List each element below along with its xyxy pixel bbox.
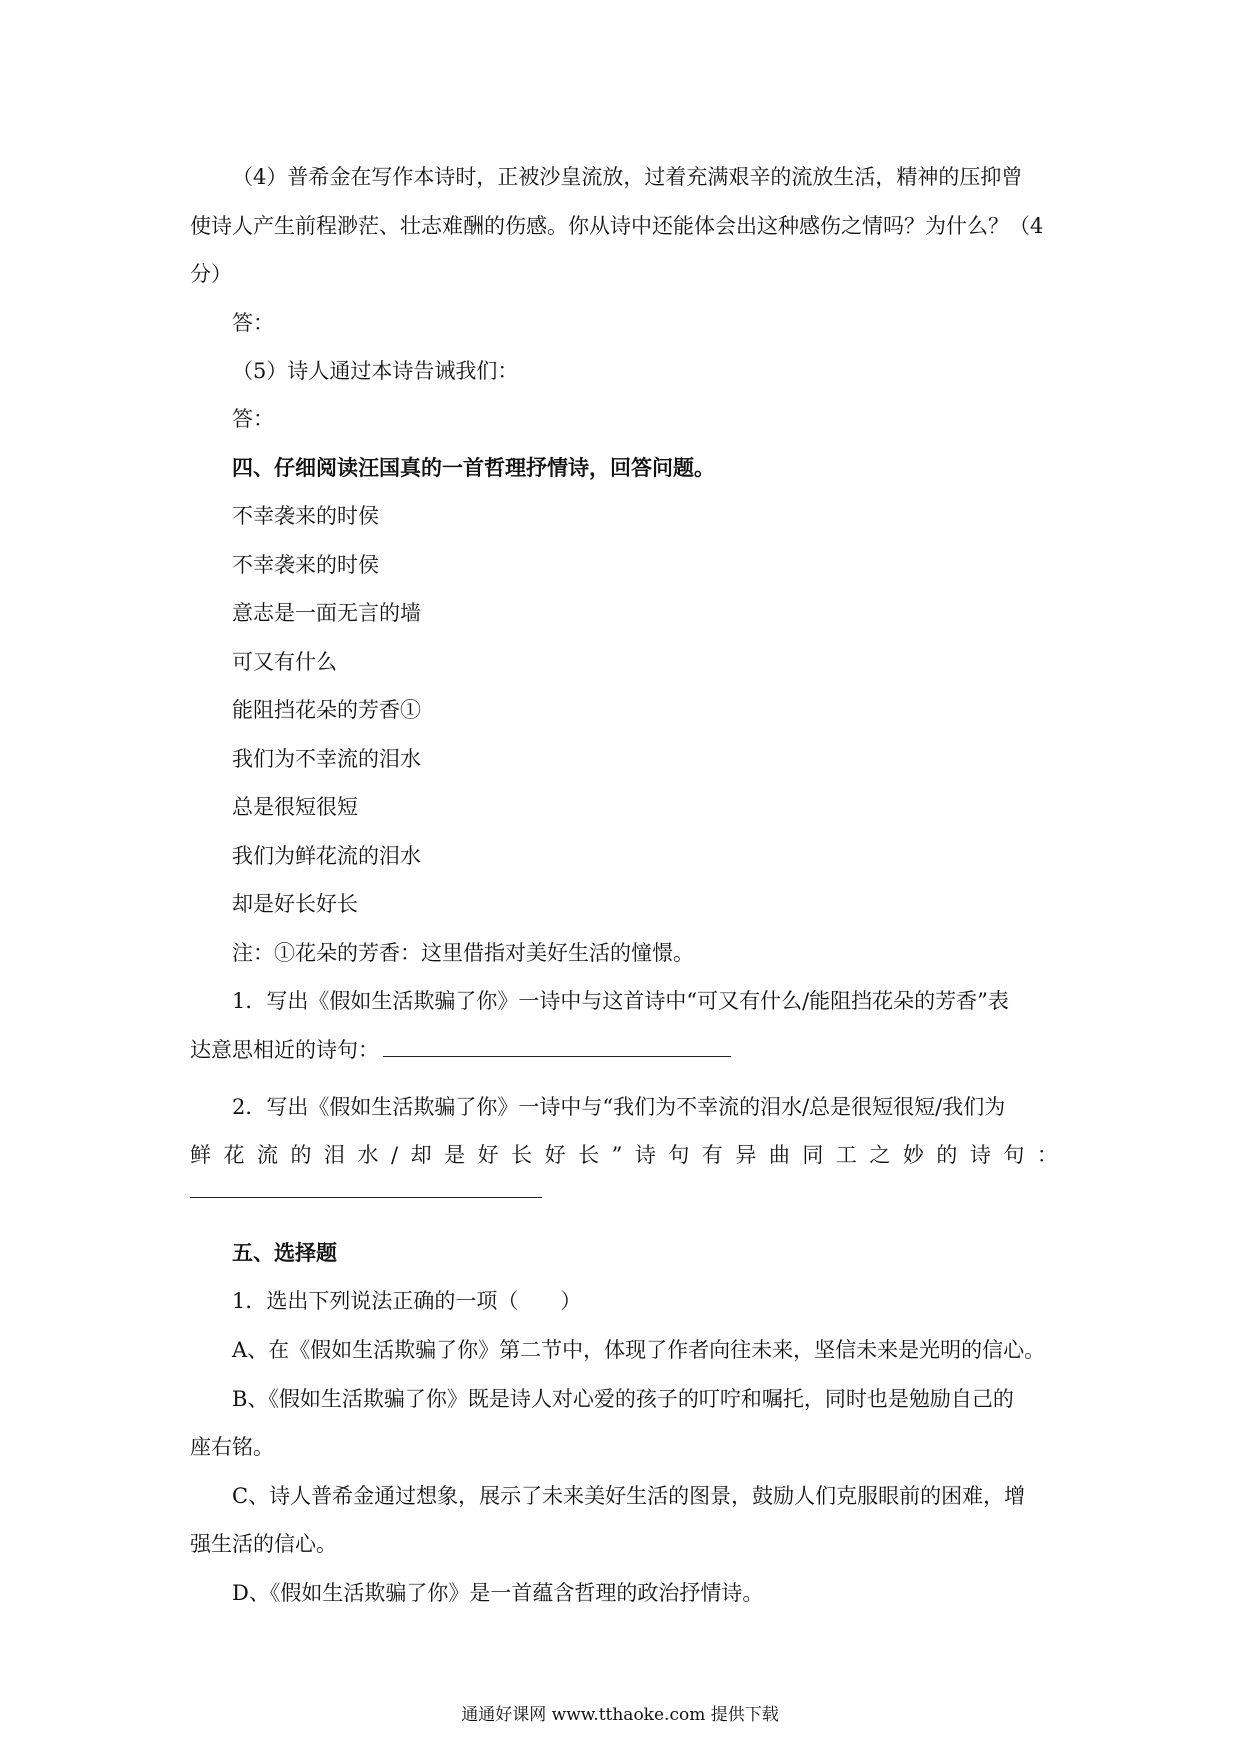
option-b-line1: B、《假如生活欺骗了你》既是诗人对心爱的孩子的叮咛和嘱托，同时也是勉励自己的 (232, 1387, 1014, 1411)
justified-char: 异 (735, 1143, 757, 1167)
poem-line: 不幸袭来的时侯 (232, 553, 379, 577)
justified-char: 鲜 (190, 1143, 211, 1167)
s4-q2-line1: 2．写出《假如生活欺骗了你》一诗中与“我们为不幸流的泪水/总是很短很短/我们为 (232, 1095, 1006, 1119)
s4-q2-line2 (190, 1140, 1058, 1170)
poem-line: 能阻挡花朵的芳香① (232, 698, 421, 722)
justified-char: 曲 (768, 1143, 790, 1167)
justified-char: 流 (257, 1143, 278, 1167)
justified-char: 之 (869, 1143, 891, 1167)
s4-q1-answer-blank[interactable] (383, 1034, 731, 1057)
justified-char: 花 (223, 1143, 245, 1167)
section4-heading: 四、仔细阅读汪国真的一首哲理抒情诗，回答问题。 (232, 455, 715, 480)
option-c-line2: 强生活的信心。 (190, 1532, 337, 1556)
justified-char: 的 (290, 1143, 312, 1167)
q4-line3: 分） (190, 262, 232, 286)
poem-line: 总是很短很短 (232, 795, 358, 819)
justified-char: 好 (544, 1143, 566, 1167)
justified-char: 的 (936, 1143, 958, 1167)
justified-char: 工 (835, 1143, 857, 1167)
poem-line: 我们为鲜花流的泪水 (232, 844, 421, 868)
justified-char: 长 (578, 1143, 600, 1167)
justified-char: 句 (1003, 1143, 1025, 1167)
section5-heading: 五、选择题 (232, 1240, 337, 1265)
poem-line: 意志是一面无言的墙 (232, 601, 421, 625)
poem-note: 注：①花朵的芳香：这里借指对美好生活的憧憬。 (232, 941, 694, 965)
q4-line1: （4）普希金在写作本诗时，正被沙皇流放，过着充满艰辛的流放生活，精神的压抑曾 (232, 165, 1023, 189)
s4-q2-answer-row (190, 1175, 542, 1206)
s4-q2-answer-blank[interactable] (190, 1175, 542, 1198)
justified-char: 是 (444, 1143, 466, 1167)
justified-char: / (391, 1143, 399, 1167)
option-d: D、《假如生活欺骗了你》是一首蕴含哲理的政治抒情诗。 (232, 1581, 764, 1605)
justified-char: ： (1036, 1143, 1058, 1167)
s4-q1-line1: 1．写出《假如生活欺骗了你》一诗中与这首诗中“可又有什么/能阻挡花朵的芳香”表 (232, 989, 1009, 1013)
q4-line2: 使诗人产生前程渺茫、壮志难酬的伤感。你从诗中还能体会出这种感伤之情吗？为什么？（4 (190, 214, 1044, 238)
justified-char: 同 (802, 1143, 824, 1167)
option-b-line2: 座右铭。 (190, 1435, 274, 1459)
justified-char: 却 (410, 1143, 432, 1167)
justified-char: ” (611, 1143, 623, 1167)
q4-answer-label: 答： (232, 311, 274, 335)
s4-q1-prompt: 达意思相近的诗句： (190, 1038, 379, 1062)
poem-line: 却是好长好长 (232, 892, 358, 916)
s4-q1-line2 (190, 1034, 731, 1065)
justified-char: 长 (511, 1143, 533, 1167)
justified-char: 句 (668, 1143, 690, 1167)
justified-char: 水 (357, 1143, 379, 1167)
s5-q1: 1．选出下列说法正确的一项（ ） (232, 1289, 582, 1313)
poem-line: 我们为不幸流的泪水 (232, 747, 421, 771)
justified-char: 妙 (902, 1143, 924, 1167)
poem-line: 可又有什么 (232, 650, 337, 674)
q5-answer-label: 答： (232, 407, 274, 431)
justified-char: 诗 (969, 1143, 991, 1167)
justified-char: 有 (701, 1143, 723, 1167)
page-footer: 通通好课网 www.tthaoke.com 提供下载 (461, 1705, 779, 1725)
justified-char: 泪 (324, 1143, 345, 1167)
q5-line1: （5）诗人通过本诗告诫我们： (232, 359, 519, 383)
justified-char: 好 (477, 1143, 499, 1167)
justified-char: 诗 (634, 1143, 656, 1167)
poem-line: 不幸袭来的时侯 (232, 504, 379, 528)
option-a: A、在《假如生活欺骗了你》第二节中，体现了作者向往未来，坚信未来是光明的信心。 (232, 1338, 1046, 1362)
option-c-line1: C、诗人普希金通过想象，展示了未来美好生活的图景，鼓励人们克服眼前的困难，增 (232, 1484, 1026, 1508)
